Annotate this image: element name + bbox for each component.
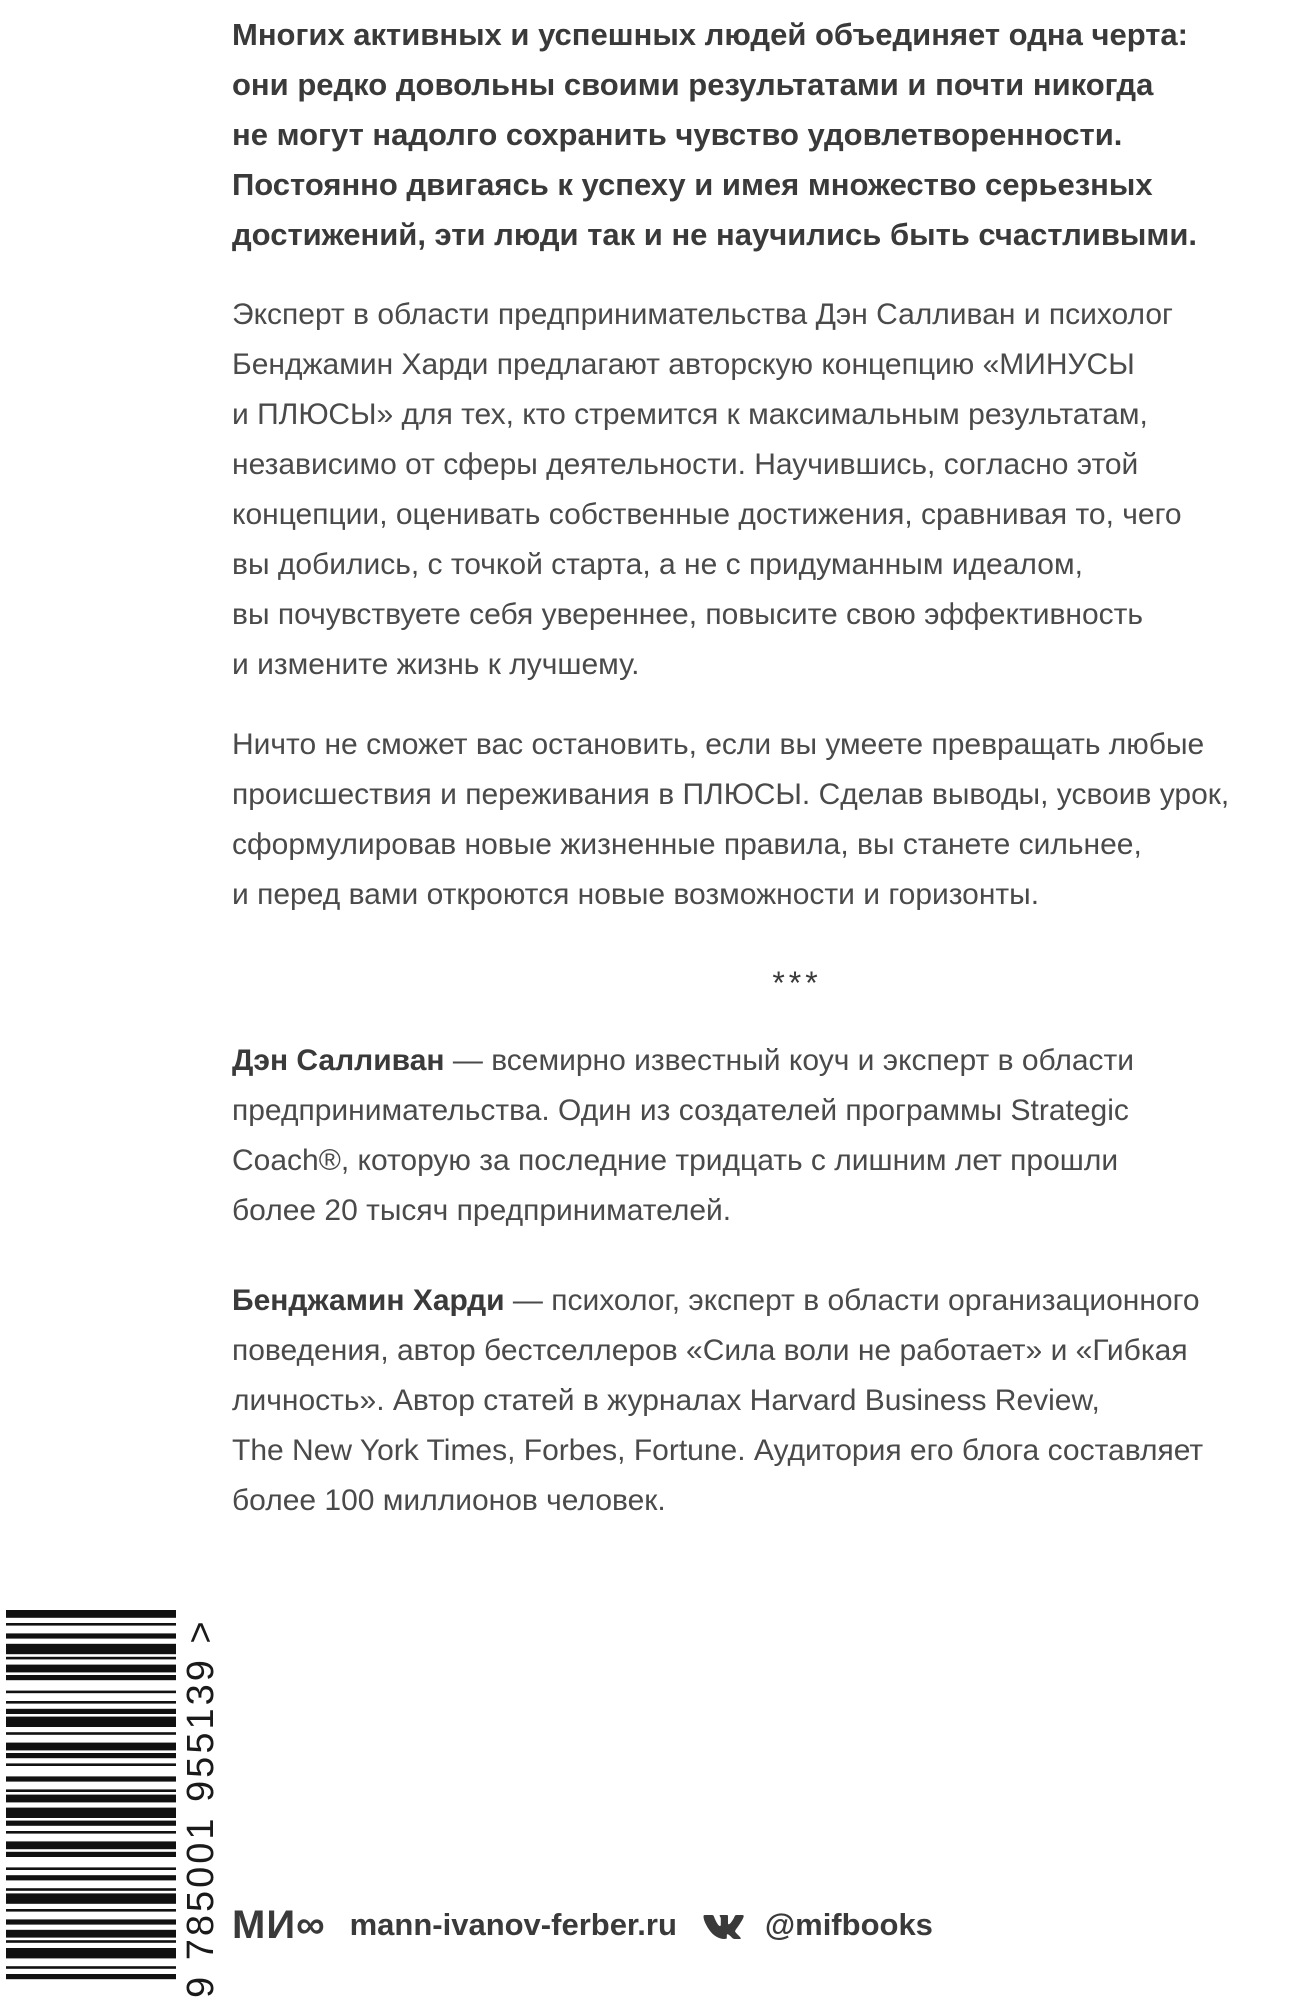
bio-text: — всемирно известный коуч и эксперт в области xyxy=(444,1044,1135,1077)
paragraph-line: поведения, автор бестселлеров «Сила воли не работает» и «Гибкая xyxy=(232,1334,1188,1367)
paragraph-line: происшествия и переживания в ПЛЮСЫ. Сделав выводы, усвоив урок, xyxy=(232,778,1230,811)
section-divider: *** xyxy=(772,965,822,1001)
barcode-bar xyxy=(6,1808,176,1818)
publisher-footer xyxy=(232,1900,933,1950)
barcode-bar xyxy=(6,1966,176,1969)
barcode-bar xyxy=(6,1691,176,1694)
paragraph-line: сформулировав новые жизненные правила, вы станете сильнее, xyxy=(232,828,1142,861)
barcode-bar xyxy=(6,1623,176,1626)
barcode-bar xyxy=(6,1795,176,1803)
barcode-bar xyxy=(6,1852,176,1857)
barcode-bar xyxy=(6,1875,176,1880)
paragraph-line: и измените жизнь к лучшему. xyxy=(232,648,640,681)
barcode-bar xyxy=(6,1665,176,1673)
barcode-bar xyxy=(6,1776,176,1781)
barcode-bar xyxy=(6,1919,176,1924)
author-name: Дэн Салливан xyxy=(232,1044,445,1077)
barcode-bar xyxy=(6,1633,176,1638)
author-name: Бенджамин Харди xyxy=(232,1284,505,1317)
paragraph-line: независимо от сферы деятельности. Научившись, согласно этой xyxy=(232,448,1139,481)
bio-first-line xyxy=(232,1276,1282,1326)
barcode-bar xyxy=(6,1930,176,1938)
paragraph-line: вы почувствуете себя увереннее, повысите свою эффективность xyxy=(232,598,1144,631)
lead-line: не могут надолго сохранить чувство удовлетворенности. xyxy=(232,117,1123,152)
author-bio-hardy xyxy=(232,1276,1282,1526)
barcode-icon xyxy=(6,1610,176,2000)
paragraph-line: более 100 миллионов человек. xyxy=(232,1484,666,1517)
paragraph-line: The New York Times, Forbes, Fortune. Аудитория его блога составляет xyxy=(232,1434,1204,1467)
barcode-bar xyxy=(6,1831,176,1834)
description-paragraph-2 xyxy=(232,720,1282,920)
barcode-bar xyxy=(6,1948,176,1958)
lead-line: они редко довольны своими результатами и почти никогда xyxy=(232,67,1154,102)
barcode-bar xyxy=(6,1821,176,1826)
barcode-bar xyxy=(6,1940,176,1943)
barcode-bar xyxy=(6,1610,176,1618)
barcode-bar xyxy=(6,1743,176,1751)
lead-paragraph xyxy=(232,10,1282,260)
barcode-bar xyxy=(6,1893,176,1903)
paragraph-line: и ПЛЮСЫ» для тех, кто стремится к максимальным результатам, xyxy=(232,398,1148,431)
website-link[interactable]: mann-ivanov-ferber.ru xyxy=(349,1907,677,1942)
vk-icon[interactable] xyxy=(703,1910,745,1940)
barcode-bar xyxy=(6,1888,176,1891)
barcode-bar xyxy=(6,1657,176,1660)
barcode-bar xyxy=(6,1974,176,1979)
back-cover-text xyxy=(232,10,1282,1526)
lead-line: Постоянно двигаясь к успеху и имея множество серьезных xyxy=(232,167,1153,202)
barcode-bar xyxy=(6,1909,176,1912)
lead-line: достижений, эти люди так и не научились быть счастливыми. xyxy=(232,217,1197,252)
bio-text: — психолог, эксперт в области организационного xyxy=(504,1284,1200,1317)
barcode-bar xyxy=(6,1675,176,1680)
paragraph-line: Эксперт в области предпринимательства Дэн Салливан и психолог xyxy=(232,298,1174,331)
publisher-logo: МИ∞ xyxy=(232,1902,326,1947)
lead-line: Многих активных и успешных людей объединяет одна черта: xyxy=(232,17,1188,52)
barcode-bar xyxy=(6,1709,176,1714)
description-paragraph-1 xyxy=(232,290,1282,690)
barcode-bar xyxy=(6,1763,176,1766)
barcode-bar xyxy=(6,1753,176,1758)
paragraph-line: концепции, оценивать собственные достижения, сравнивая то, чего xyxy=(232,498,1182,531)
barcode-bar xyxy=(6,1644,176,1654)
paragraph-line: вы добились, с точкой старта, а не с придуманным идеалом, xyxy=(232,548,1083,581)
paragraph-line: предпринимательства. Один из создателей программы Strategic xyxy=(232,1094,1129,1127)
paragraph-line: личность». Автор статей в журналах Harvard Business Review, xyxy=(232,1384,1100,1417)
paragraph-line: Ничто не сможет вас остановить, если вы умеете превращать любые xyxy=(232,728,1205,761)
social-handle[interactable]: @mifbooks xyxy=(764,1907,933,1942)
author-bio-sullivan xyxy=(232,1036,1282,1236)
isbn-digits: 9 785001 955139 > xyxy=(180,1618,222,1998)
paragraph-line: Бенджамин Харди предлагают авторскую концепцию «МИНУСЫ xyxy=(232,348,1135,381)
barcode-bar xyxy=(6,1841,176,1849)
barcode-bar xyxy=(6,1867,176,1870)
paragraph-line: и перед вами откроются новые возможности и горизонты. xyxy=(232,878,1040,911)
barcode-bar xyxy=(6,1789,176,1792)
barcode-bar xyxy=(6,1732,176,1735)
barcode-bar xyxy=(6,1717,176,1727)
paragraph-line: более 20 тысяч предпринимателей. xyxy=(232,1194,732,1227)
paragraph-line: Coach®, которую за последние тридцать с лишним лет прошли xyxy=(232,1144,1119,1177)
barcode-bar xyxy=(6,1701,176,1704)
bio-first-line xyxy=(232,1036,1282,1086)
